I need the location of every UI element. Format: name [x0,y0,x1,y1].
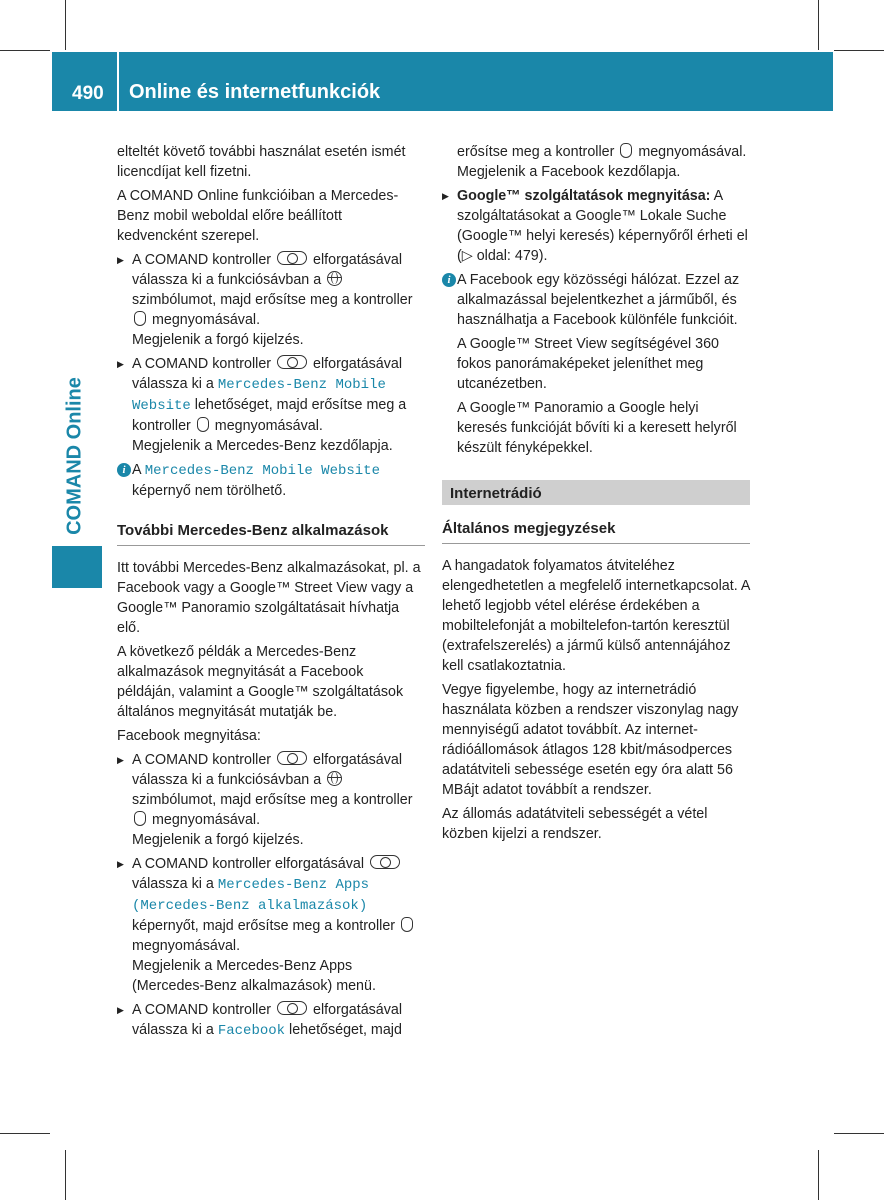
menu-item-reference: Mercedes-Benz Mobile Website [132,377,386,414]
step-item: ▶ A COMAND kontroller elforgatásával válassza ki a Mercedes-Benz Apps (Mercedes-Benz alkalmazások) képernyőt, majd erősítse meg a kontroller megnyomásával. Megjelenik a Mercedes-Benz Apps (Mercedes-Benz alkalmazások) menü. [117,854,425,996]
right-column [442,142,750,848]
paragraph: A következő példák a Mercedes-Benz alkalmazások megnyitását a Facebook példáján, valamint a Google™ szolgáltatások általános megnyitását mutatják be. [117,644,404,720]
side-tab-marker [52,546,102,588]
left-column [117,142,425,1045]
menu-item-reference: Mercedes-Benz Apps (Mercedes-Benz alkalmazások) [132,877,370,914]
step-result: Megjelenik a Facebook kezdőlapja. [457,164,681,180]
controller-press-icon [134,811,146,826]
globe-icon [327,771,342,786]
controller-rotate-icon [370,855,400,869]
crop-mark [834,50,884,51]
info-note [442,270,750,458]
info-icon: i [117,463,131,477]
step-result: Megjelenik a forgó kijelzés. [132,832,304,848]
controller-rotate-icon [277,751,307,765]
menu-item-reference: Mercedes-Benz Mobile Website [144,463,380,479]
section-banner: Internetrádió [442,480,750,505]
crop-mark [65,0,66,50]
step-result: Megjelenik a forgó kijelzés. [132,332,304,348]
info-note: i A Mercedes-Benz Mobile Website képernyő nem törölhető. [117,460,425,501]
crop-mark [818,0,819,50]
controller-press-icon [197,417,209,432]
controller-rotate-icon [277,251,307,265]
controller-press-icon [620,143,632,158]
step-result: Megjelenik a Mercedes-Benz kezdőlapja. [132,438,393,454]
step-title: Google™ szolgáltatások megnyitása: [457,188,711,204]
paragraph: Vegye figyelembe, hogy az internetrádió használata közben a rendszer viszonylag nagy mennyiségű adatot továbbít. Az internet-rádióállomások átlagos 128 kbit/másodperces adatátviteli sebessége esetén egy óra alatt 56 MBájt adatot továbbít a rendszer. [442,682,739,798]
page-number: 490 [72,83,104,104]
paragraph: A Google™ Street View segítségével 360 fokos panorámaképeket jeleníthet meg utcanézetben. [457,336,720,392]
paragraph: A Facebook egy közösségi hálózat. Ezzel az alkalmazással bejelentkezhet a járműből, és használhatja a Facebook különféle funkcióit. [457,272,740,328]
controller-rotate-icon [277,1001,307,1015]
crop-mark [818,1150,819,1200]
globe-icon [327,271,342,286]
header-divider [117,52,119,111]
paragraph: A hangadatok folyamatos átviteléhez elengedhetetlen a megfelelő internetkapcsolat. A lehető legjobb vétel elérése érdekében a mobiltelefonját a mobiltelefon-tartón keresztül (extrafelszerelés) a jármű külső antennájához kell csatlakoztatnia. [442,558,750,674]
crop-mark [0,50,50,51]
step-item: ▶ A COMAND kontroller elforgatásával válassza ki a funkciósávban a szimbólumot, majd erősítse meg a kontroller megnyomásával. Megjelenik a forgó kijelzés. [117,750,425,850]
paragraph: A Google™ Panoramio a Google helyi keresés funkcióját bővíti ki a keresett helyről készült fényképekkel. [457,400,737,456]
step-result: Megjelenik a Mercedes-Benz Apps (Mercedes-Benz alkalmazások) menü. [132,958,376,994]
menu-item-reference: Facebook [217,1023,286,1039]
section-heading: Általános megjegyzések [442,519,750,544]
paragraph: A COMAND Online funkcióiban a Mercedes-Benz mobil weboldal előre beállított kedvencként szerepel. [117,188,399,244]
controller-press-icon [401,917,413,932]
step-item: ▶ A COMAND kontroller elforgatásával válassza ki a funkciósávban a szimbólumot, majd erősítse meg a kontroller megnyomásával. Megjelenik a forgó kijelzés. [117,250,425,350]
section-heading: További Mercedes-Benz alkalmazások [117,521,425,546]
controller-rotate-icon [277,355,307,369]
side-tab-label: COMAND Online [63,377,86,535]
step-continuation: erősítse meg a kontroller megnyomásával. Megjelenik a Facebook kezdőlapja. [442,142,750,182]
paragraph: Facebook megnyitása: [117,728,261,744]
controller-press-icon [134,311,146,326]
info-icon: i [442,273,456,287]
step-item: ▶ A COMAND kontroller elforgatásával válassza ki a Mercedes-Benz Mobile Website lehetőséget, majd erősítse meg a kontroller megnyomásával. Megjelenik a Mercedes-Benz kezdőlapja. [117,354,425,456]
page-header [52,52,833,111]
crop-mark [0,1133,50,1134]
paragraph: Itt további Mercedes-Benz alkalmazásokat, pl. a Facebook vagy a Google™ Street View vagy a Google™ Panoramio szolgáltatásait hívhatja elő. [117,560,421,636]
crop-mark [834,1133,884,1134]
crop-mark [65,1150,66,1200]
step-item: ▶ A COMAND kontroller elforgatásával válassza ki a Facebook lehetőséget, majd [117,1000,425,1041]
page-title: Online és internetfunkciók [129,81,381,103]
paragraph: elteltét követő további használat esetén ismét licencdíjat kell fizetni. [117,144,406,180]
paragraph: Az állomás adatátviteli sebességét a vétel közben kijelzi a rendszer. [442,806,708,842]
step-item: ▶ Google™ szolgáltatások megnyitása: A szolgáltatásokat a Google™ Lokale Suche (Google™ helyi keresés) képernyőről érheti el (▷ oldal: 479). [442,186,750,266]
